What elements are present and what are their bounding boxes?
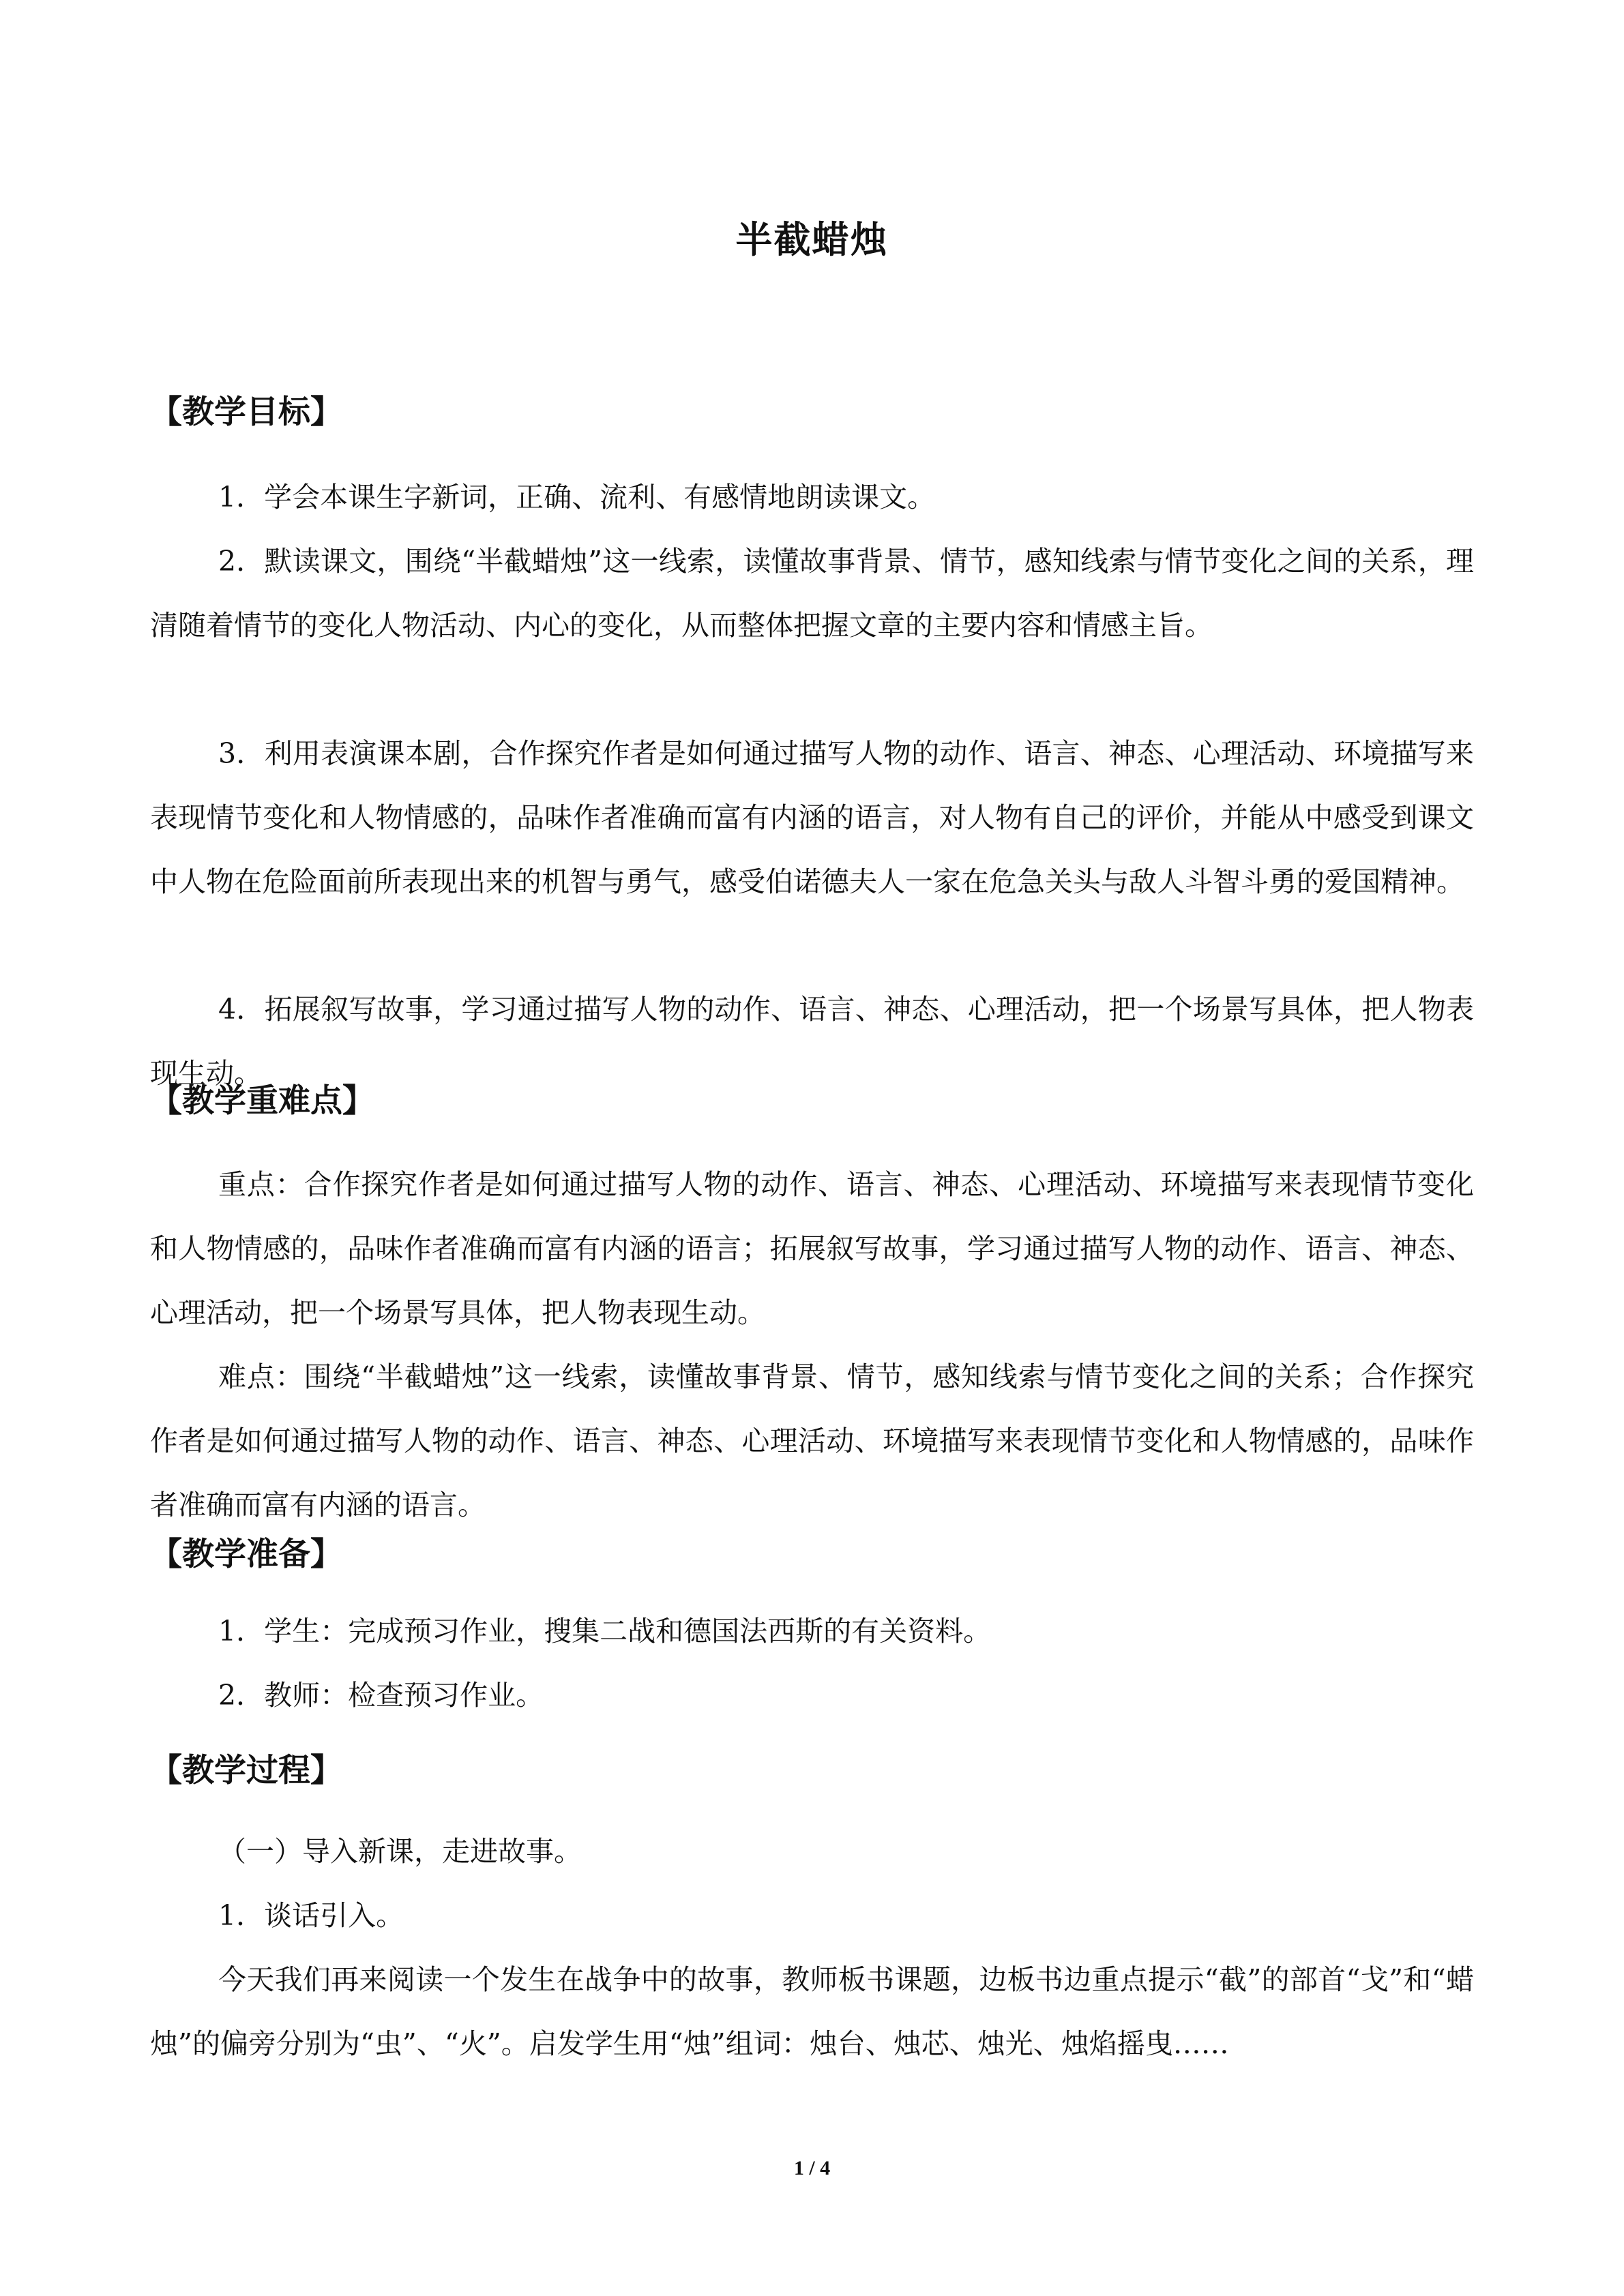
- key-points-difficulty: 难点：围绕“半截蜡烛”这一线索，读懂故事背景、情节，感知线索与情节变化之间的关系；合作探究作者是如何通过描写人物的动作、语言、神态、心理活动、环境描写来表现情节变化和人物情感的，品味作者准确而富有内涵的语言。: [150, 1360, 1474, 1521]
- objectives-item-2: 2．默读课文，围绕“半截蜡烛”这一线索，读懂故事背景、情节，感知线索与情节变化之间的关系，理清随着情节的变化人物活动、内心的变化，从而整体把握文章的主要内容和情感主旨。: [150, 545, 1474, 642]
- document-title: 半截蜡烛: [735, 218, 889, 261]
- preparation-item-students: 1．学生：完成预习作业，搜集二战和德国法西斯的有关资料。: [218, 1615, 992, 1648]
- process-step-intro: （一）导入新课，走进故事。: [218, 1835, 582, 1868]
- page-number: 1 / 4: [793, 2157, 831, 2179]
- key-points-focus: 重点：合作探究作者是如何通过描写人物的动作、语言、神态、心理活动、环境描写来表现情节变化和人物情感的，品味作者准确而富有内涵的语言；拓展叙写故事，学习通过描写人物的动作、语言、神态、心理活动，把一个场景写具体，把人物表现生动。: [150, 1168, 1474, 1329]
- section-heading-preparation: 【教学准备】: [150, 1536, 342, 1573]
- section-heading-key-points: 【教学重难点】: [150, 1082, 374, 1120]
- objectives-item-3: 3．利用表演课本剧，合作探究作者是如何通过描写人物的动作、语言、神态、心理活动、环境描写来表现情节变化和人物情感的，品味作者准确而富有内涵的语言，对人物有自己的评价，并能从中感受到课文中人物在危险面前所表现出来的机智与勇气，感受伯诺德夫人一家在危急关头与敌人斗智斗勇的爱国精神。: [150, 737, 1474, 898]
- preparation-item-teacher: 2．教师：检查预习作业。: [218, 1679, 544, 1712]
- section-heading-process: 【教学过程】: [150, 1752, 342, 1789]
- objectives-item-4: 4．拓展叙写故事，学习通过描写人物的动作、语言、神态、心理活动，把一个场景写具体，把人物表现生动。: [150, 993, 1474, 1090]
- objectives-item-1: 1．学会本课生字新词，正确、流利、有感情地朗读课文。: [218, 481, 936, 513]
- section-heading-objectives: 【教学目标】: [150, 393, 342, 431]
- document-page: [150, 0, 1474, 2296]
- process-substep-1: 1．谈话引入。: [218, 1899, 404, 1932]
- process-narrative: 今天我们再来阅读一个发生在战争中的故事，教师板书课题，边板书边重点提示“截”的部首“戈”和“蜡烛”的偏旁分别为“虫”、“火”。启发学生用“烛”组词：烛台、烛芯、烛光、烛焰摇曳……: [150, 1963, 1474, 2060]
